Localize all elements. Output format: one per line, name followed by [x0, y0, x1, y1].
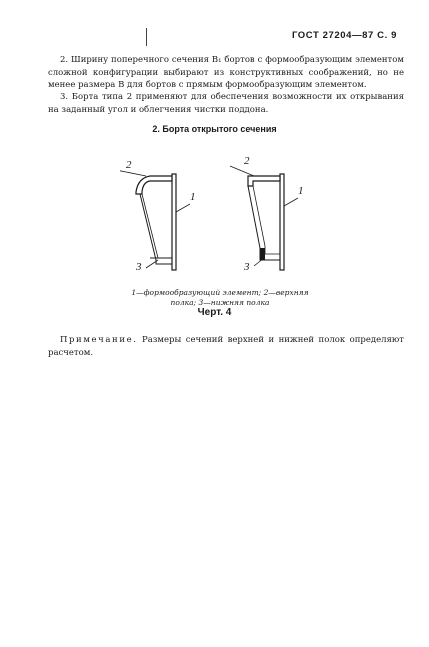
paragraph-2: 2. Ширину поперечного сечения B₁ бортов с формообразующим элементом сложной конфигурации выбирают из конструктивных соображений, но не менее размера B для бортов с прямым формообразующим элементом. — [48, 55, 404, 90]
section-right — [230, 155, 304, 273]
left-forming-element — [136, 194, 172, 264]
right-vertical-plate — [280, 174, 284, 270]
leader-right-1 — [284, 198, 298, 206]
left-top-flange — [136, 176, 172, 194]
page-header: ГОСТ 27204—87 С. 9 — [291, 30, 397, 41]
leader-right-3 — [254, 258, 264, 266]
figure-caption — [120, 288, 320, 308]
left-forming-inner — [142, 194, 172, 258]
paragraph-3: 3. Борта типа 2 применяют для обеспечения возможности их открывания на заданный угол и облегчения чистки поддона. — [48, 92, 404, 115]
right-top-flange — [248, 176, 280, 186]
figure-drawing — [120, 148, 320, 276]
leader-left-1 — [176, 204, 190, 212]
note-paragraph — [48, 334, 404, 359]
right-forming-inner — [253, 186, 280, 254]
note-text: Размеры сечений верхней и нижней полок определяют расчетом. — [48, 335, 404, 358]
caption-line-2: полка; 3—нижняя полка — [170, 298, 270, 307]
callout-left-2: 2 — [126, 159, 132, 171]
leader-right-2 — [230, 166, 254, 176]
callout-right-3: 3 — [244, 261, 250, 273]
callout-right-1: 1 — [298, 185, 304, 197]
right-bottom-flange — [260, 248, 265, 260]
callout-left-1: 1 — [190, 191, 196, 203]
callout-right-2: 2 — [244, 155, 250, 167]
note-heading: Примечание. — [60, 335, 138, 345]
margin-mark — [146, 28, 147, 46]
section-title: 2. Борта открытого сечения — [152, 124, 277, 134]
leader-left-2 — [120, 170, 146, 176]
callout-left-3: 3 — [136, 261, 142, 273]
caption-line-1: 1—формообразующий элемент; 2—верхняя — [131, 288, 309, 297]
figure-label: Черт. 4 — [197, 307, 232, 318]
left-vertical-plate — [172, 174, 176, 270]
board-sections-svg — [120, 148, 320, 276]
section-left — [120, 159, 196, 273]
